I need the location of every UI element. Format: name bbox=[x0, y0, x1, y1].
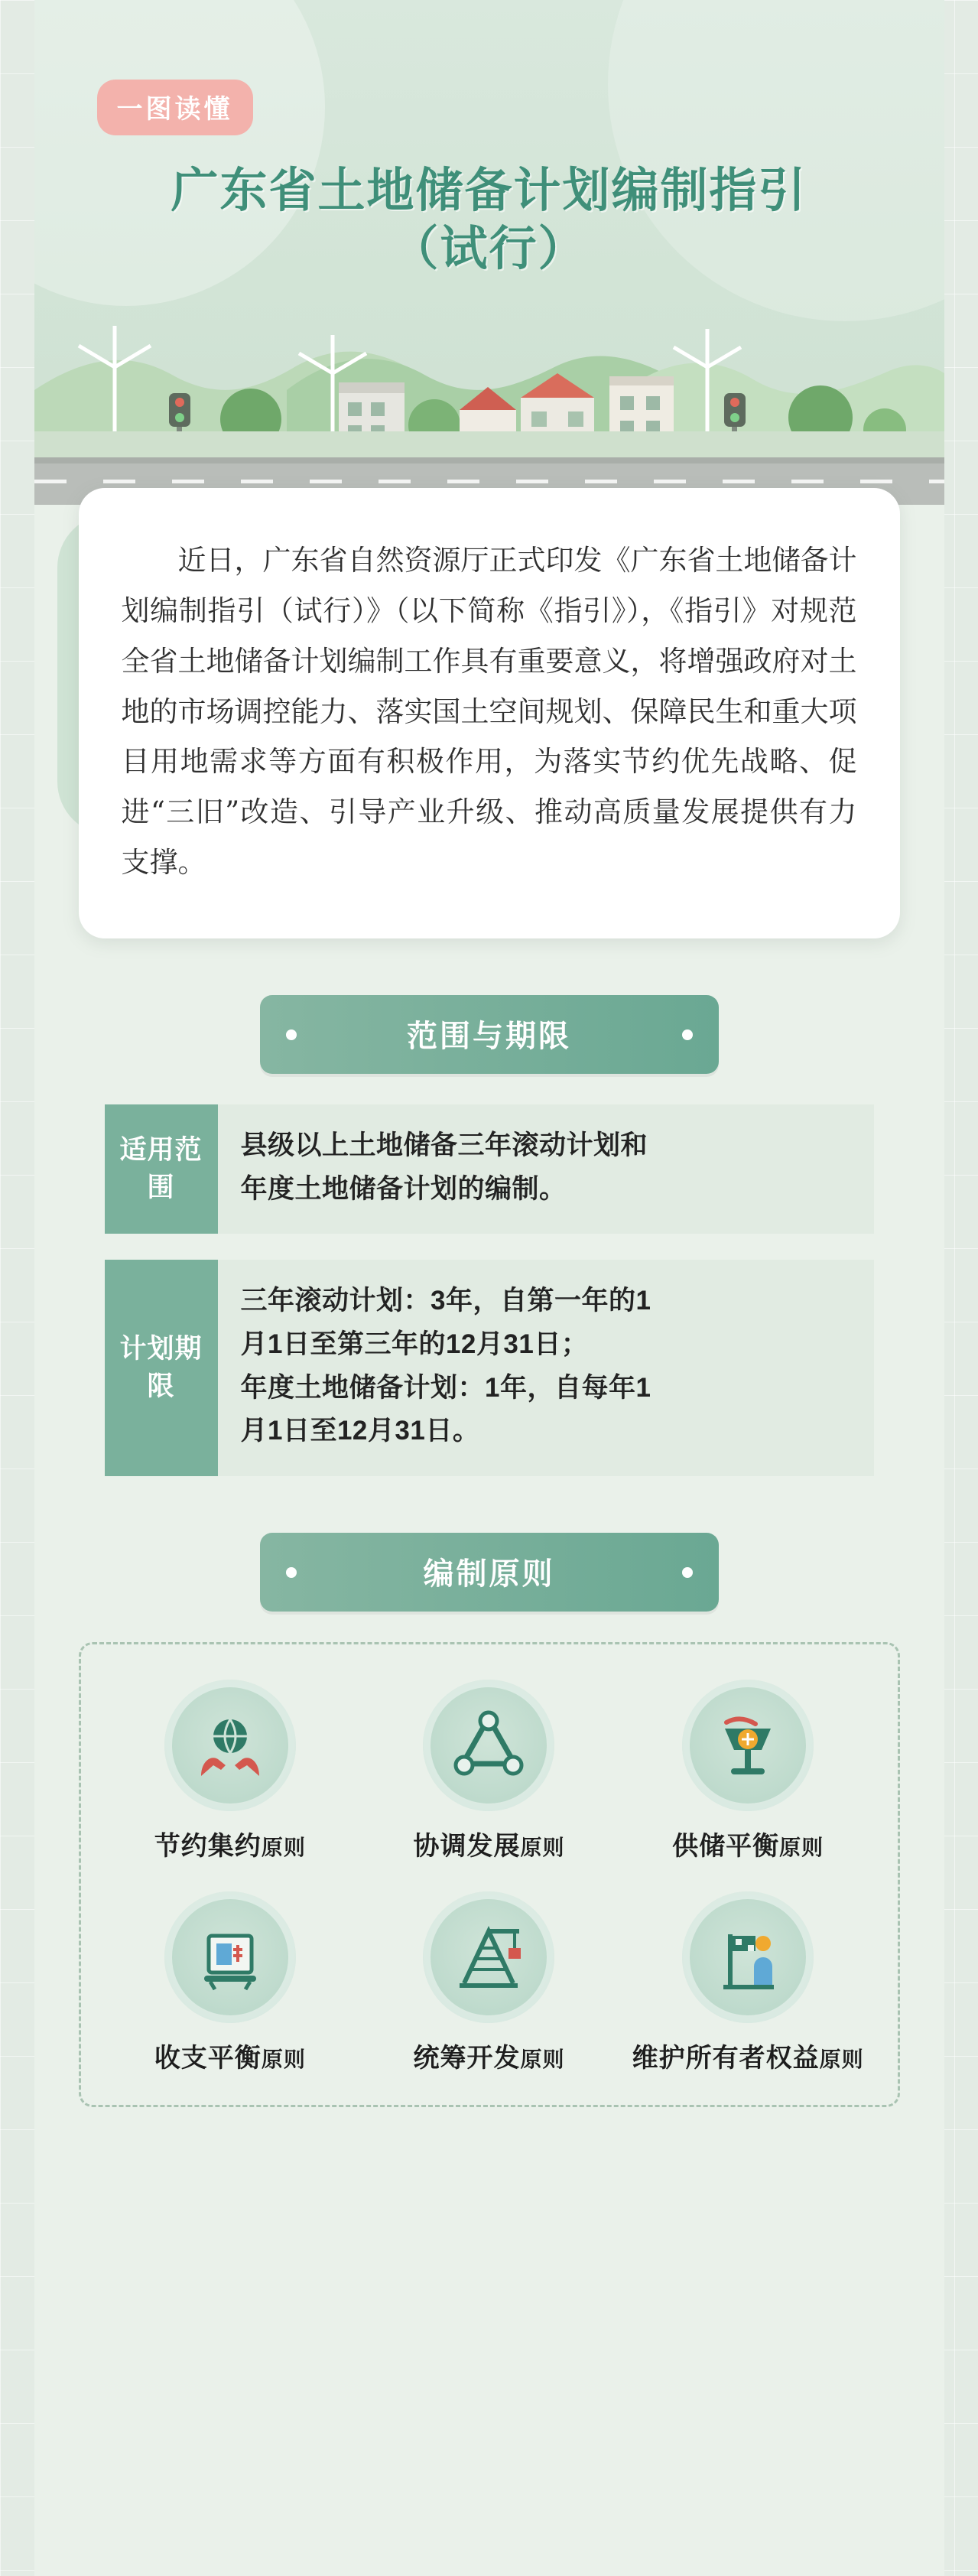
row-value-applicable-scope bbox=[218, 1104, 874, 1234]
principle-label bbox=[619, 1825, 878, 1862]
principle-item bbox=[359, 1680, 619, 1862]
badge-one-image-read: 一图读懂 bbox=[97, 80, 253, 135]
principle-label-small: 原则 bbox=[520, 2047, 565, 2072]
intro-section bbox=[34, 488, 944, 938]
principle-label bbox=[359, 1825, 619, 1862]
flag-person-icon bbox=[708, 1917, 788, 1997]
principle-item bbox=[101, 1891, 360, 2074]
row-value-line: 县级以上土地储备三年滚动计划和 bbox=[240, 1130, 648, 1161]
row-value-plan-period bbox=[218, 1260, 874, 1476]
row-key-plan-period: 计划期限 bbox=[105, 1260, 218, 1476]
header-illustration bbox=[34, 275, 944, 505]
principle-label bbox=[619, 2037, 878, 2074]
principle-label bbox=[359, 2037, 619, 2074]
principle-icon-wrap bbox=[423, 1891, 554, 2023]
principle-icon-wrap bbox=[164, 1680, 296, 1811]
pill-dot-right-icon bbox=[682, 1029, 693, 1040]
section-heading-scope-label: 范围与期限 bbox=[407, 1020, 571, 1054]
pill-dot-right-icon bbox=[682, 1567, 693, 1578]
page-title-line2: （试行） bbox=[391, 222, 587, 275]
intro-card bbox=[79, 488, 900, 938]
ground-strip bbox=[34, 431, 944, 457]
principle-label-small: 原则 bbox=[819, 2047, 864, 2072]
pill-dot-left-icon bbox=[286, 1567, 297, 1578]
principle-label-main: 收支平衡 bbox=[154, 2044, 262, 2073]
section-heading-scope bbox=[260, 995, 719, 1074]
principle-label bbox=[101, 2037, 360, 2074]
principle-icon-wrap bbox=[164, 1891, 296, 2023]
crane-icon bbox=[449, 1917, 528, 1997]
row-value-line: 年度土地储备计划：1年，自每年1 bbox=[240, 1372, 651, 1403]
principle-item bbox=[101, 1680, 360, 1862]
principle-icon-wrap bbox=[682, 1680, 814, 1811]
row-value-line: 三年滚动计划：3年，自第一年的1 bbox=[240, 1286, 651, 1316]
row-value-line: 月1日至第三年的12月31日； bbox=[240, 1329, 589, 1360]
table-row bbox=[105, 1104, 874, 1234]
balance-scale-icon bbox=[708, 1706, 788, 1785]
principle-label-main: 统筹开发 bbox=[413, 2044, 521, 2073]
principle-item bbox=[359, 1891, 619, 2074]
table-row bbox=[105, 1260, 874, 1476]
pill-dot-left-icon bbox=[286, 1029, 297, 1040]
principle-label-small: 原则 bbox=[261, 1836, 306, 1860]
bank-money-icon bbox=[190, 1917, 270, 1997]
row-key-applicable-scope: 适用范围 bbox=[105, 1104, 218, 1234]
principle-label-main: 供储平衡 bbox=[672, 1832, 780, 1862]
page-title bbox=[34, 162, 944, 278]
principle-label-main: 协调发展 bbox=[413, 1832, 521, 1862]
hands-globe-icon bbox=[190, 1706, 270, 1785]
principle-label-main: 节约集约 bbox=[154, 1832, 262, 1862]
principle-icon-wrap bbox=[423, 1680, 554, 1811]
page-title-line1: 广东省土地储备计划编制指引 bbox=[171, 164, 807, 217]
header-banner bbox=[34, 0, 944, 505]
road-dashes bbox=[34, 480, 944, 483]
principle-item bbox=[619, 1891, 878, 2074]
row-value-line: 年度土地储备计划的编制。 bbox=[240, 1173, 567, 1204]
section-heading-principles bbox=[260, 1533, 719, 1612]
row-value-line: 月1日至12月31日。 bbox=[240, 1416, 480, 1446]
principle-label-small: 原则 bbox=[779, 1836, 824, 1860]
intro-paragraph: 近日，广东省自然资源厅正式印发《广东省土地储备计划编制指引（试行）》（以下简称《指引》），《指引》对规范全省土地储备计划编制工作具有重要意义，将增强政府对土地的市场调控能力、落实国土空间规划、保障民生和重大项目用地需求等方面有积极作用，为落实节约优先战略、促进“三旧”改造、引导产业升级、推动高质量发展提供有力支撑。 bbox=[121, 544, 857, 880]
infographic-page bbox=[34, 0, 944, 2576]
principle-label-small: 原则 bbox=[261, 2047, 306, 2072]
principle-item bbox=[619, 1680, 878, 1862]
scope-table bbox=[34, 1104, 944, 1476]
principle-label-small: 原则 bbox=[520, 1836, 565, 1860]
principle-label-main: 维护所有者权益 bbox=[632, 2044, 820, 2073]
principle-label bbox=[101, 1825, 360, 1862]
section-heading-principles-label: 编制原则 bbox=[423, 1557, 555, 1592]
principles-grid bbox=[79, 1642, 900, 2107]
principle-icon-wrap bbox=[682, 1891, 814, 2023]
recycle-nodes-icon bbox=[449, 1706, 528, 1785]
